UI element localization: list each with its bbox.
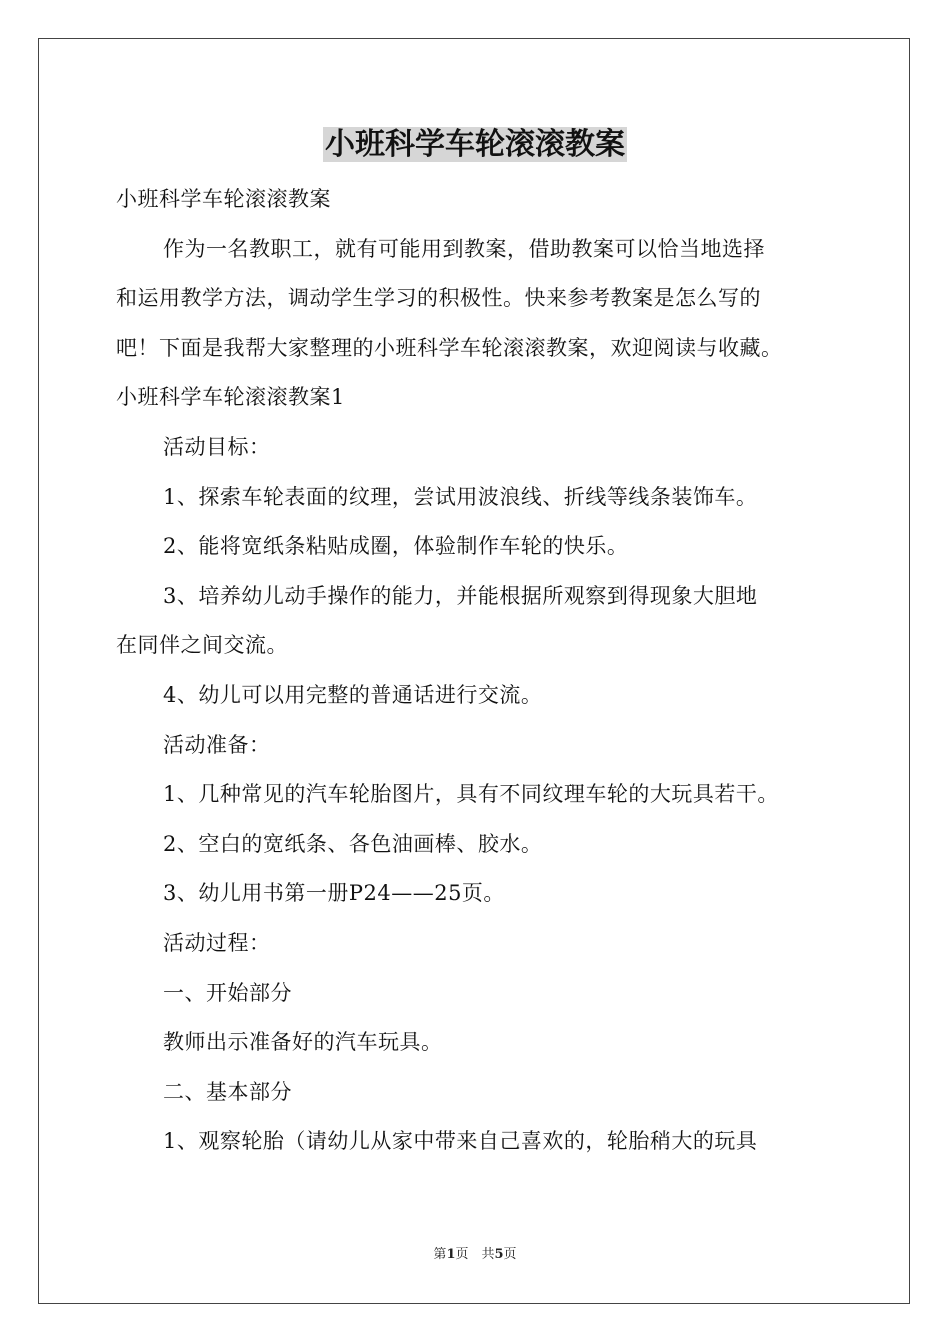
page-footer (0, 1246, 950, 1264)
document-body (116, 175, 838, 1167)
footer-suffix: 页 (503, 1247, 517, 1262)
text-line: 小班科学车轮滚滚教案1 (116, 385, 345, 410)
text-line: 在同伴之间交流。 (116, 633, 288, 658)
text-line: 活动过程： (163, 930, 271, 955)
text-line: 1、观察轮胎（请幼儿从家中带来自己喜欢的，轮胎稍大的玩具 (163, 1129, 758, 1154)
text-line: 2、空白的宽纸条、各色油画棒、胶水。 (163, 831, 543, 856)
text-line: 1、几种常见的汽车轮胎图片，具有不同纹理车轮的大玩具若干。 (163, 782, 779, 807)
text-line: 3、培养幼儿动手操作的能力，并能根据所观察到得现象大胆地 (163, 583, 758, 608)
footer-total-pages: 5 (494, 1247, 504, 1262)
text-line: 二、基本部分 (163, 1079, 292, 1104)
text-line: 教师出示准备好的汽车玩具。 (163, 1030, 443, 1055)
footer-current-page: 1 (446, 1247, 456, 1262)
footer-prefix: 第 (433, 1247, 447, 1262)
text-line: 活动准备： (163, 732, 271, 757)
text-line: 活动目标： (163, 434, 271, 459)
text-line: 吧！下面是我帮大家整理的小班科学车轮滚滚教案，欢迎阅读与收藏。 (116, 335, 783, 360)
text-line: 小班科学车轮滚滚教案 (116, 187, 331, 211)
text-line: 4、幼儿可以用完整的普通话进行交流。 (163, 682, 543, 707)
text-line: 1、探索车轮表面的纹理，尝试用波浪线、折线等线条装饰车。 (163, 484, 758, 509)
text-line: 3、幼儿用书第一册P24——25页。 (163, 881, 505, 906)
text-line: 2、能将宽纸条粘贴成圈，体验制作车轮的快乐。 (163, 534, 629, 559)
text-line: 和运用教学方法，调动学生学习的积极性。快来参考教案是怎么写的 (116, 286, 761, 311)
document-title (0, 124, 950, 166)
footer-middle: 页 共 (455, 1247, 495, 1262)
text-line: 一、开始部分 (163, 980, 292, 1005)
document-title-text: 小班科学车轮滚滚教案 (325, 127, 625, 162)
text-line: 作为一名教职工，就有可能用到教案，借助教案可以恰当地选择 (163, 236, 765, 261)
